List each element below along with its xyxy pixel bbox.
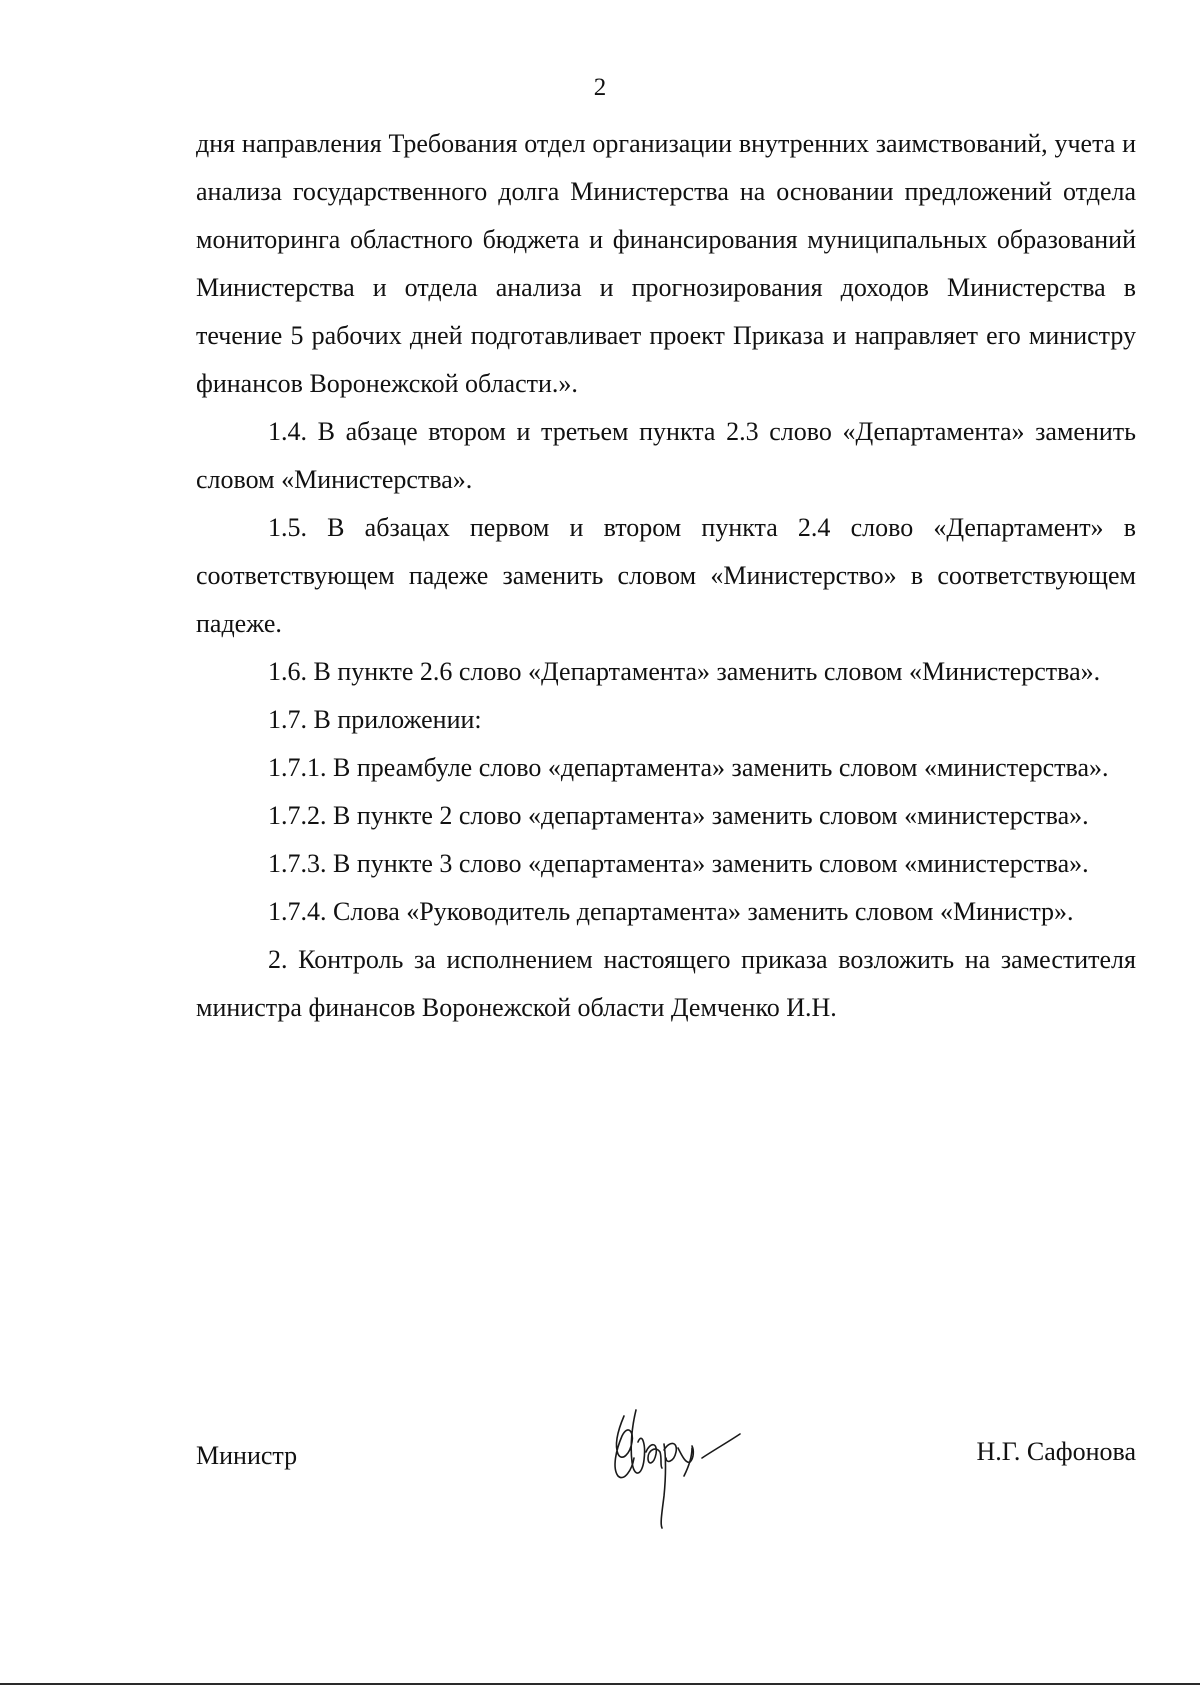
document-body — [196, 120, 1136, 1032]
paragraph-continuation: дня направления Требования отдел организации внутренних заимствований, учета и анализа государственного долга Министерства на основании предложений отдела мониторинга областного бюджета и финансирования муниципальных образований Министерства и отдела анализа и прогнозирования доходов Министерства в течение 5 рабочих дней подготавливает проект Приказа и направляет его министру финансов Воронежской области.». — [196, 129, 1136, 398]
paragraph-1-7-2: 1.7.2. В пункте 2 слово «департамента» заменить словом «министерства». — [268, 801, 1089, 830]
paragraph-1-7-1: 1.7.1. В преамбуле слово «департамента» заменить словом «министерства». — [268, 753, 1109, 782]
paragraph-1-7: 1.7. В приложении: — [268, 705, 482, 734]
handwritten-signature — [596, 1396, 746, 1530]
paragraph-1-7-4: 1.7.4. Слова «Руководитель департамента» заменить словом «Министр». — [268, 897, 1074, 926]
signer-title: Министр — [196, 1441, 298, 1470]
page-number: 2 — [593, 74, 607, 101]
paragraph-1-5: 1.5. В абзацах первом и втором пункта 2.4 слово «Департамент» в соответствующем падеже заменить словом «Министерство» в соответствующем падеже. — [196, 513, 1136, 638]
paragraph-1-7-3: 1.7.3. В пункте 3 слово «департамента» заменить словом «министерства». — [268, 849, 1089, 878]
signature-block — [196, 1396, 1136, 1536]
signer-name: Н.Г. Сафонова — [976, 1437, 1136, 1466]
paragraph-1-6: 1.6. В пункте 2.6 слово «Департамента» заменить словом «Министерства». — [268, 657, 1101, 686]
bottom-rule — [0, 1683, 1200, 1685]
paragraph-2: 2. Контроль за исполнением настоящего приказа возложить на заместителя министра финансов Воронежской области Демченко И.Н. — [196, 945, 1136, 1022]
paragraph-1-4: 1.4. В абзаце втором и третьем пункта 2.3 слово «Департамента» заменить словом «Министерства». — [196, 417, 1136, 494]
